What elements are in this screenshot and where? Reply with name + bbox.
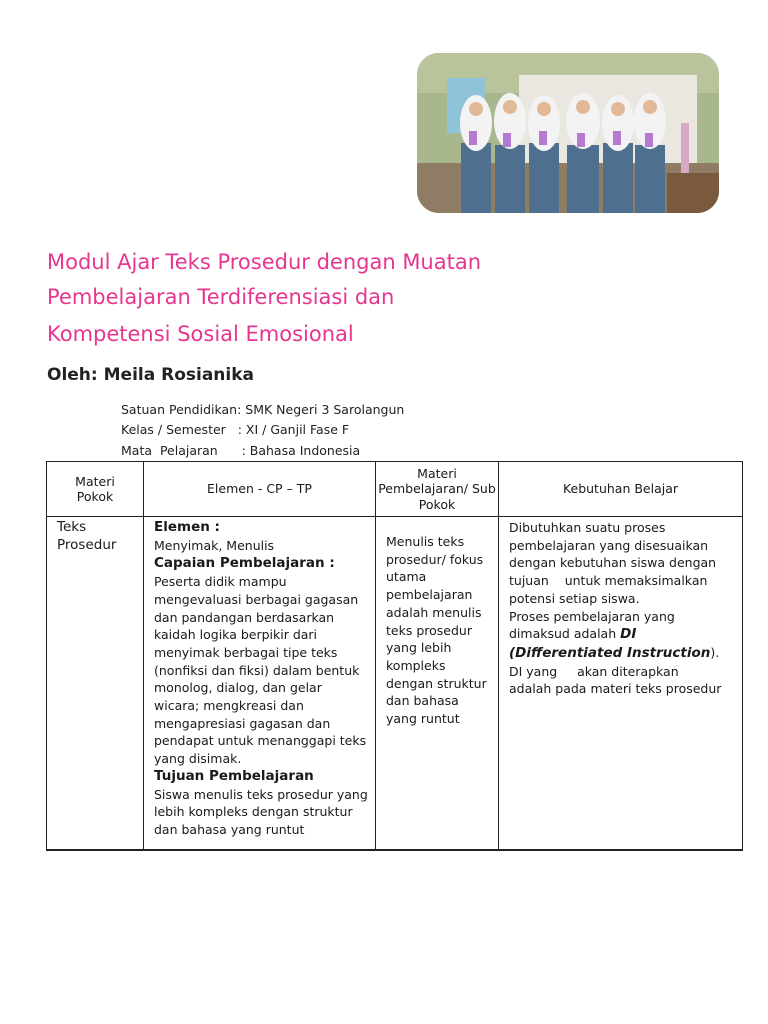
classroom-photo-illustration: [417, 53, 719, 213]
meta-label: Mata Pelajaran: [121, 443, 218, 458]
cell-elemen-cp-tp: [144, 517, 376, 851]
meta-kelas-semester: [121, 422, 349, 437]
tujuan-label: Tujuan Pembelajaran: [154, 767, 314, 784]
meta-separator: :: [217, 443, 250, 458]
capaian-label: Capaian Pembelajaran :: [154, 555, 335, 572]
document-title-line-3: Kompetensi Sosial Emosional: [47, 322, 354, 346]
author-line: Oleh: Meila Rosianika: [47, 365, 255, 385]
materi-pokok-text: Teks Prosedur: [57, 519, 117, 553]
document-title-line-1: Modul Ajar Teks Prosedur dengan Muatan: [47, 250, 482, 274]
sub-pokok-text: Menulis teks prosedur/ fokus utama pembelajaran adalah menulis teks prosedur yang lebih kompleks dengan struktur dan bahasa yang runtut: [386, 534, 487, 727]
tujuan-text: Siswa menulis teks prosedur yang lebih kompleks dengan struktur dan bahasa yang runtut: [154, 786, 368, 837]
header-kebutuhan-belajar: Kebutuhan Belajar: [499, 462, 743, 517]
header-elemen-cp-tp: Elemen - CP – TP: [144, 462, 376, 517]
elemen-label: Elemen :: [154, 519, 220, 535]
document-title-line-2: Pembelajaran Terdiferensiasi dan: [47, 285, 395, 309]
elemen-value: Menyimak, Menulis: [154, 537, 275, 553]
di-term: DI (Differentiated Instruction: [509, 626, 711, 661]
meta-separator: :: [237, 402, 246, 417]
meta-separator: :: [225, 422, 246, 437]
header-materi-pembelajaran: Materi Pembelajaran/ Sub Pokok: [376, 462, 499, 517]
group-photo: [417, 53, 719, 213]
meta-label: Satuan Pendidikan: [121, 402, 238, 417]
cell-kebutuhan-belajar: [499, 517, 743, 851]
meta-value: XI / Ganjil Fase F: [245, 422, 350, 437]
meta-mata-pelajaran: [121, 443, 360, 458]
kebutuhan-paragraph-2: Proses pembelajaran yang dimaksud adalah DI (Differentiated Instruction). DI yang akan diterapkan adalah pada materi teks prosedur: [509, 608, 724, 697]
meta-satuan-pendidikan: [121, 402, 404, 417]
meta-value: SMK Negeri 3 Sarolangun: [245, 402, 405, 417]
cell-materi-pokok: [47, 517, 144, 851]
kebutuhan-paragraph-1: Dibutuhkan suatu proses pembelajaran yang disesuaikan dengan kebutuhan siswa dengan tujuan untuk memaksimalkan potensi setiap siswa.: [509, 520, 721, 606]
meta-value: Bahasa Indonesia: [249, 443, 361, 458]
capaian-text: Peserta didik mampu mengevaluasi berbagai gagasan dan pandangan berdasarkan kaidah logika berpikir dari menyimak berbagai tipe teks (nonfiksi dan fiksi) dalam bentuk monolog, dialog, dan gelar wicara; mengkreasi dan mengapresiasi gagasan dan pendapat untuk menanggapi teks yang disimak.: [154, 574, 367, 767]
header-materi-pokok: Materi Pokok: [47, 462, 144, 517]
module-table: [46, 461, 743, 851]
meta-label: Kelas / Semester: [121, 422, 226, 437]
cell-sub-pokok: [376, 517, 499, 851]
